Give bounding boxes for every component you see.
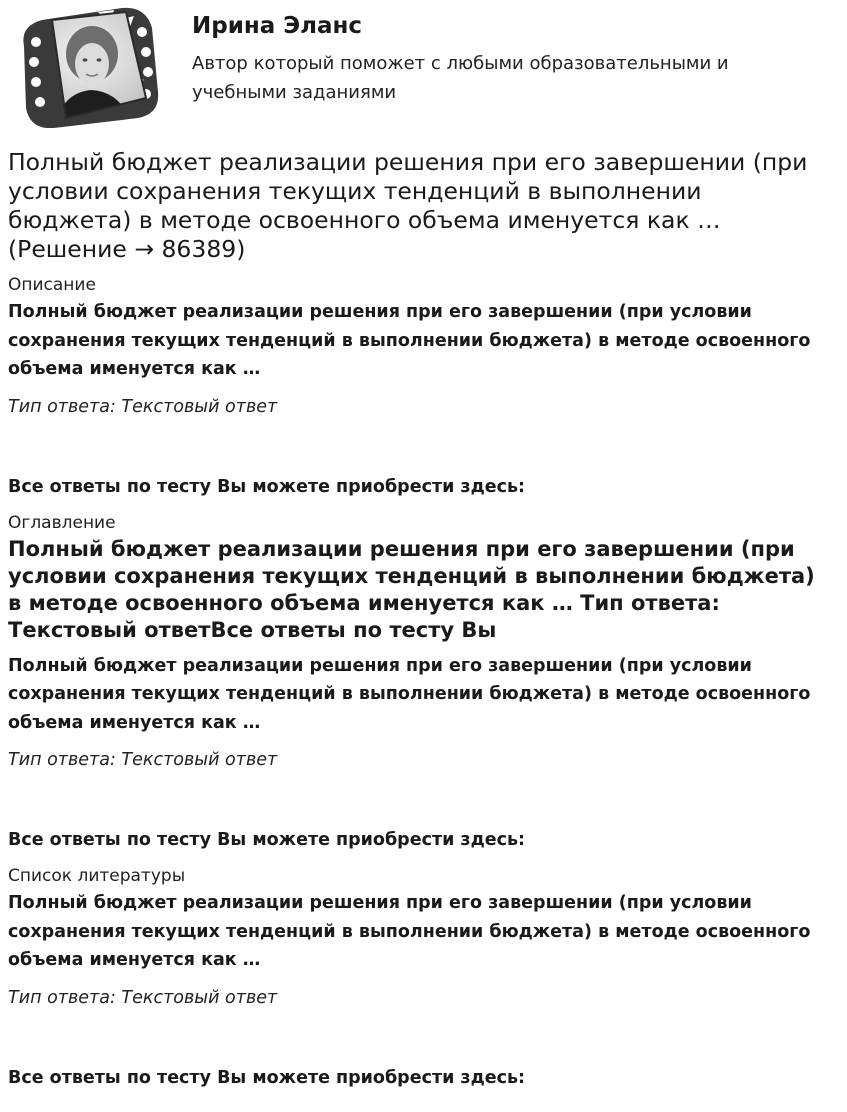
question-text: Полный бюджет реализации решения при его завершении (при условии сохранения текущих тенденций в выполнении бюджета) в методе освоенного объема именуется как … (8, 893, 811, 970)
section-label-literature: Список литературы (8, 866, 186, 886)
buy-answers-text: Все ответы по тесту Вы можете приобрести здесь: (8, 1067, 526, 1088)
toc-heading: Полный бюджет реализации решения при его завершении (при условии сохранения текущих тенденций в выполнении бюджета) в методе освоенного объема именуется как … Тип ответа: Текстовый ответВсе ответы по тесту Вы (8, 536, 815, 642)
answer-type: Тип ответа: Текстовый ответ (8, 396, 278, 417)
question-text: Полный бюджет реализации решения при его завершении (при условии сохранения текущих тенденций в выполнении бюджета) в методе освоенного объема именуется как … (8, 302, 811, 379)
section-label-description: Описание (8, 275, 96, 295)
page-title: Полный бюджет реализации решения при его завершении (при условии сохранения текущих тенденций в выполнении бюджета) в методе освоенного объема именуется как … (Решение → 86389) (8, 148, 808, 263)
buy-answers-text: Все ответы по тесту Вы можете приобрести здесь: (8, 830, 526, 850)
section-label-toc: Оглавление (8, 512, 116, 533)
question-text: Полный бюджет реализации решения при его завершении (при условии сохранения текущих тенденций в выполнении бюджета) в методе освоенного объема именуется как … (8, 655, 811, 733)
answer-type: Тип ответа: Текстовый ответ (8, 750, 278, 770)
author-card (8, 0, 839, 140)
literature-section (8, 865, 839, 1091)
answer-type: Тип ответа: Текстовый ответ (8, 987, 278, 1008)
author-avatar (14, 6, 160, 128)
toc-section (8, 512, 839, 854)
author-description: Автор который поможет с любыми образовательными и учебными заданиями (192, 53, 729, 103)
author-name[interactable]: Ирина Эланс (192, 13, 363, 39)
buy-answers-text: Все ответы по тесту Вы можете приобрести здесь: (8, 476, 526, 497)
description-section (8, 274, 839, 500)
